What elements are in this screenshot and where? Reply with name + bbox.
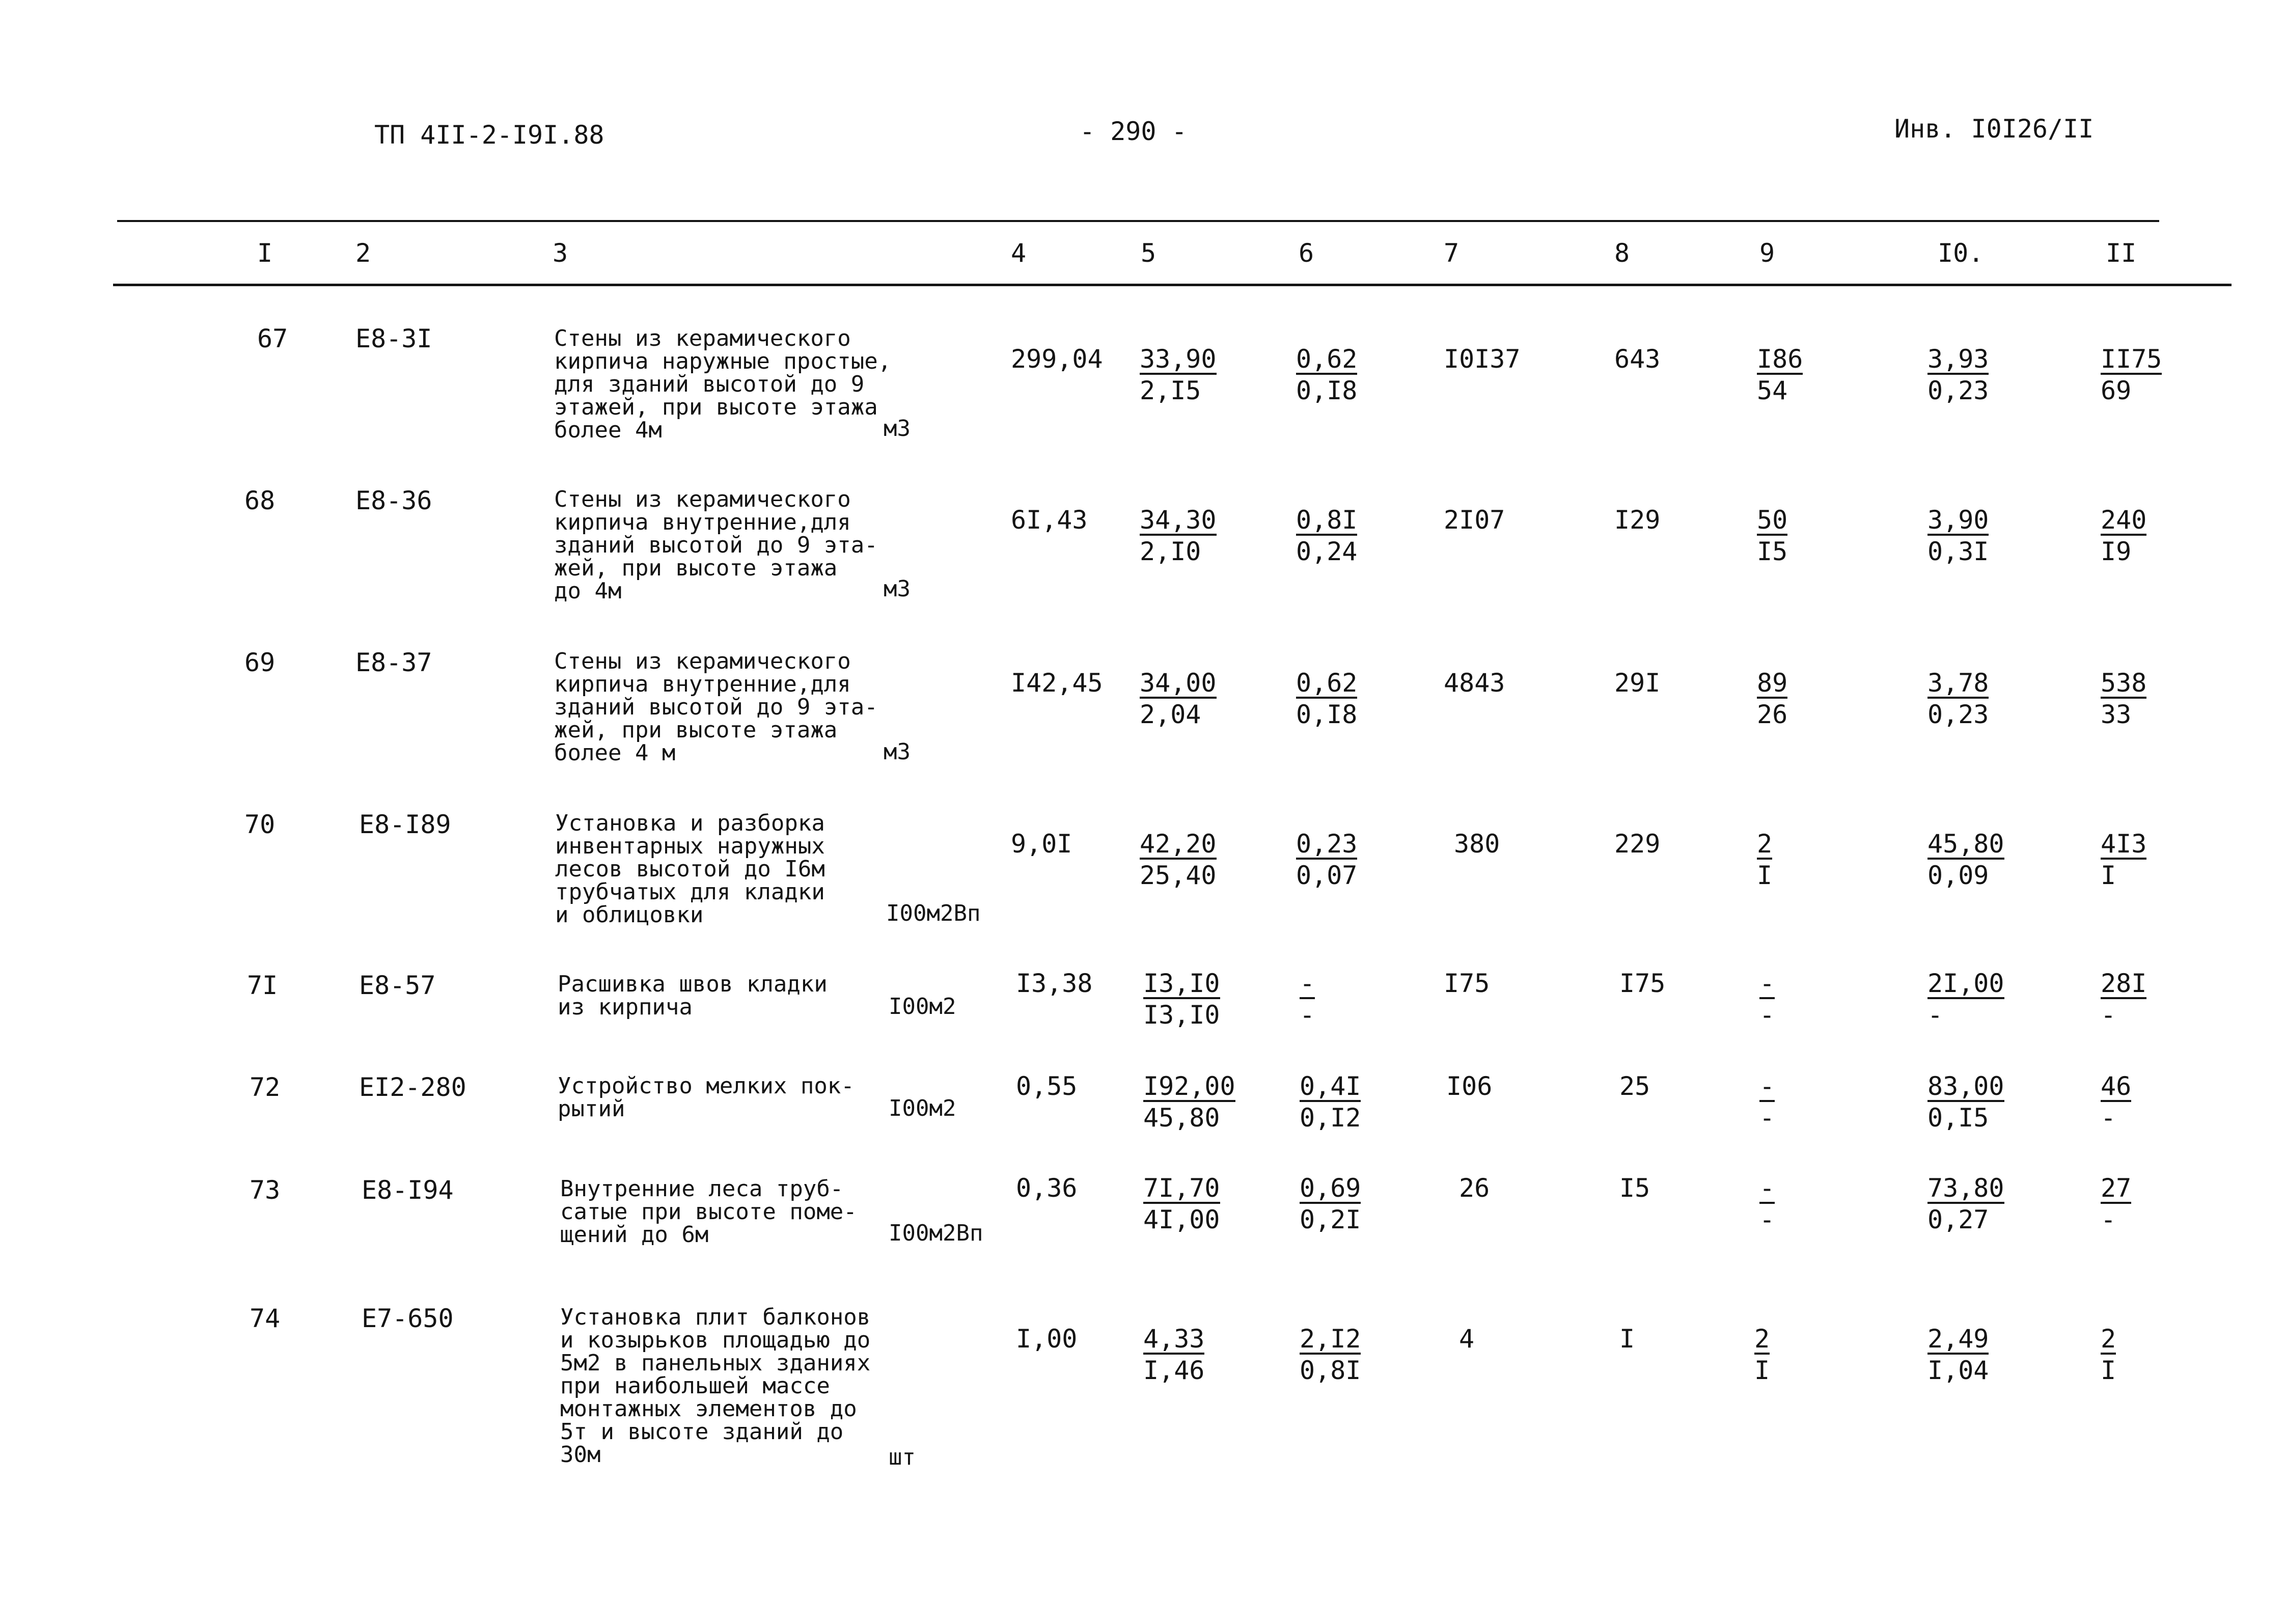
column-header-2: 2 bbox=[355, 238, 371, 268]
col10-fraction: $\frac{83,00}{0,I5}$ bbox=[1927, 1071, 2004, 1133]
col9-fraction: $\frac{I86}{54}$ bbox=[1757, 344, 1803, 405]
row-number: 67 bbox=[257, 324, 288, 353]
header-bottom-rule bbox=[113, 284, 2232, 286]
col10-fraction: $\frac{73,80}{0,27}$ bbox=[1927, 1173, 2004, 1234]
unit-of-measure: I00м2 bbox=[889, 1095, 956, 1121]
quantity: I42,45 bbox=[1011, 668, 1103, 698]
row-number: 74 bbox=[250, 1304, 281, 1333]
col11-fraction: 46 - bbox=[2101, 1071, 2132, 1133]
col11-fraction: $\frac{240}{I9}$ bbox=[2101, 505, 2147, 566]
unit-of-measure: м3 bbox=[884, 576, 911, 602]
col7-value: I06 bbox=[1446, 1071, 1493, 1101]
work-description: Расшивка швов кладки из кирпича bbox=[558, 971, 828, 1020]
col9-fraction: - - bbox=[1759, 969, 1775, 1030]
col11-fraction: 28I - bbox=[2101, 969, 2147, 1030]
col8-value: I75 bbox=[1619, 969, 1666, 998]
column-header-1: I bbox=[257, 238, 273, 268]
column-header-6: 6 bbox=[1299, 238, 1314, 268]
col5-fraction: $\frac{4,33}{I,46}$ bbox=[1143, 1324, 1205, 1385]
col9-fraction: - - bbox=[1759, 1071, 1775, 1133]
table-top-rule bbox=[117, 220, 2159, 222]
col10-fraction: $\frac{45,80}{0,09}$ bbox=[1927, 829, 2004, 890]
work-description: Установка и разборка инвентарных наружных лесов высотой до I6м трубчатых для кладки и облицовки bbox=[555, 810, 825, 928]
col11-fraction: $\frac{2}{I}$ bbox=[2101, 1324, 2116, 1385]
col11-fraction: $\frac{538}{33}$ bbox=[2101, 668, 2147, 729]
col6-fraction: $\frac{0,62}{0,I8}$ bbox=[1296, 344, 1358, 405]
work-description: Установка плит балконов и козырьков площадью до 5м2 в панельных зданиях при наибольшей массе монтажных элементов до 5т и высоте зданий до 30м bbox=[560, 1304, 871, 1468]
col7-value: 26 bbox=[1459, 1173, 1490, 1203]
col8-value: I bbox=[1619, 1324, 1635, 1354]
col6-fraction: $\frac{0,8I}{0,24}$ bbox=[1296, 505, 1358, 566]
rate-code: ЕI2-280 bbox=[359, 1072, 466, 1102]
row-number: 68 bbox=[244, 486, 276, 515]
col9-fraction: $\frac{89}{26}$ bbox=[1757, 668, 1788, 729]
row-number: 69 bbox=[244, 648, 276, 677]
work-description: Внутренние леса труб- сатые при высоте поме- щений до 6м bbox=[560, 1176, 857, 1248]
col5-fraction: $\frac{42,20}{25,40}$ bbox=[1140, 829, 1217, 890]
work-description: Стены из керамического кирпича внутренние,для зданий высотой до 9 эта- жей, при высоте этажа до 4м bbox=[554, 486, 878, 604]
work-description: Устройство мелких пок- рытий bbox=[558, 1073, 855, 1122]
col9-fraction: $\frac{50}{I5}$ bbox=[1757, 505, 1788, 566]
col8-value: 643 bbox=[1614, 344, 1661, 374]
inventory-number: Инв. I0I26/II bbox=[1894, 114, 2094, 144]
col11-fraction: $\frac{4I3}{I}$ bbox=[2101, 829, 2147, 890]
unit-of-measure: I00м2 bbox=[889, 994, 956, 1020]
col7-value: 4843 bbox=[1444, 668, 1505, 698]
rate-code: Е8-37 bbox=[355, 648, 432, 677]
unit-of-measure: I00м2Вп bbox=[889, 1220, 983, 1246]
quantity: 6I,43 bbox=[1011, 505, 1088, 535]
col9-fraction: $\frac{2}{I}$ bbox=[1757, 829, 1773, 890]
rate-code: Е8-I89 bbox=[359, 810, 451, 839]
rate-code: Е8-57 bbox=[359, 971, 436, 1000]
col10-fraction: 2I,00 - bbox=[1927, 969, 2004, 1030]
col9-fraction: - - bbox=[1759, 1173, 1775, 1234]
row-number: 7I bbox=[247, 971, 278, 1000]
col7-value: I0I37 bbox=[1444, 344, 1521, 374]
column-header-4: 4 bbox=[1011, 238, 1027, 268]
unit-of-measure: шт bbox=[889, 1444, 916, 1470]
column-header-3: 3 bbox=[553, 238, 568, 268]
unit-of-measure: м3 bbox=[884, 416, 911, 442]
col10-fraction: $\frac{3,78}{0,23}$ bbox=[1927, 668, 1989, 729]
col10-fraction: $\frac{3,90}{0,3I}$ bbox=[1927, 505, 1989, 566]
quantity: 9,0I bbox=[1011, 829, 1072, 859]
col5-fraction: $\frac{I3,I0}{I3,I0}$ bbox=[1143, 969, 1220, 1030]
quantity: I,00 bbox=[1016, 1324, 1078, 1354]
col9-fraction: $\frac{2}{I}$ bbox=[1754, 1324, 1770, 1385]
col6-fraction: $\frac{0,69}{0,2I}$ bbox=[1300, 1173, 1361, 1234]
col8-value: 29I bbox=[1614, 668, 1661, 698]
column-header-5: 5 bbox=[1141, 238, 1156, 268]
col6-fraction: $\frac{0,62}{0,I8}$ bbox=[1296, 668, 1358, 729]
column-header-7: 7 bbox=[1444, 238, 1459, 268]
column-header-10: I0. bbox=[1938, 238, 1984, 268]
col6-fraction: $\frac{2,I2}{0,8I}$ bbox=[1300, 1324, 1361, 1385]
column-header-8: 8 bbox=[1614, 238, 1630, 268]
document-code: ТП 4II-2-I9I.88 bbox=[374, 120, 604, 150]
rate-code: Е8-3I bbox=[355, 324, 432, 353]
col6-fraction: $\frac{0,4I}{0,I2}$ bbox=[1300, 1071, 1361, 1133]
column-header-11: II bbox=[2106, 238, 2137, 268]
quantity: I3,38 bbox=[1016, 969, 1093, 998]
col6-fraction: - - bbox=[1300, 969, 1315, 1030]
row-number: 73 bbox=[250, 1175, 281, 1205]
col8-value: 229 bbox=[1614, 829, 1661, 859]
col5-fraction: $\frac{33,90}{2,I5}$ bbox=[1140, 344, 1217, 405]
work-description: Стены из керамического кирпича внутренние,для зданий высотой до 9 эта- жей, при высоте этажа более 4 м bbox=[554, 648, 878, 766]
work-description: Стены из керамического кирпича наружные простые, для зданий высотой до 9 этажей, при высоте этажа более 4м bbox=[554, 325, 892, 443]
col7-value: 380 bbox=[1454, 829, 1500, 859]
col7-value: 4 bbox=[1459, 1324, 1475, 1354]
row-number: 72 bbox=[250, 1072, 281, 1102]
col5-fraction: $\frac{I92,00}{45,80}$ bbox=[1143, 1071, 1235, 1133]
col8-value: I5 bbox=[1619, 1173, 1650, 1203]
quantity: 0,55 bbox=[1016, 1071, 1078, 1101]
col8-value: 25 bbox=[1619, 1071, 1650, 1101]
col6-fraction: $\frac{0,23}{0,07}$ bbox=[1296, 829, 1358, 890]
col5-fraction: $\frac{7I,70}{4I,00}$ bbox=[1143, 1173, 1220, 1234]
rate-code: Е7-650 bbox=[362, 1304, 454, 1333]
col5-fraction: $\frac{34,00}{2,04}$ bbox=[1140, 668, 1217, 729]
rate-code: Е8-36 bbox=[355, 486, 432, 515]
column-header-9: 9 bbox=[1759, 238, 1775, 268]
unit-of-measure: м3 bbox=[884, 739, 911, 765]
quantity: 299,04 bbox=[1011, 344, 1103, 374]
col11-fraction: $\frac{II75}{69}$ bbox=[2101, 344, 2162, 405]
col7-value: I75 bbox=[1444, 969, 1490, 998]
col8-value: I29 bbox=[1614, 505, 1661, 535]
quantity: 0,36 bbox=[1016, 1173, 1078, 1203]
unit-of-measure: I00м2Вп bbox=[886, 900, 981, 926]
col10-fraction: $\frac{3,93}{0,23}$ bbox=[1927, 344, 1989, 405]
col7-value: 2I07 bbox=[1444, 505, 1505, 535]
col10-fraction: $\frac{2,49}{I,04}$ bbox=[1927, 1324, 1989, 1385]
col11-fraction: 27 - bbox=[2101, 1173, 2132, 1234]
col5-fraction: $\frac{34,30}{2,I0}$ bbox=[1140, 505, 1217, 566]
rate-code: Е8-I94 bbox=[362, 1175, 454, 1205]
page-number: - 290 - bbox=[1080, 117, 1187, 146]
row-number: 70 bbox=[244, 810, 276, 839]
